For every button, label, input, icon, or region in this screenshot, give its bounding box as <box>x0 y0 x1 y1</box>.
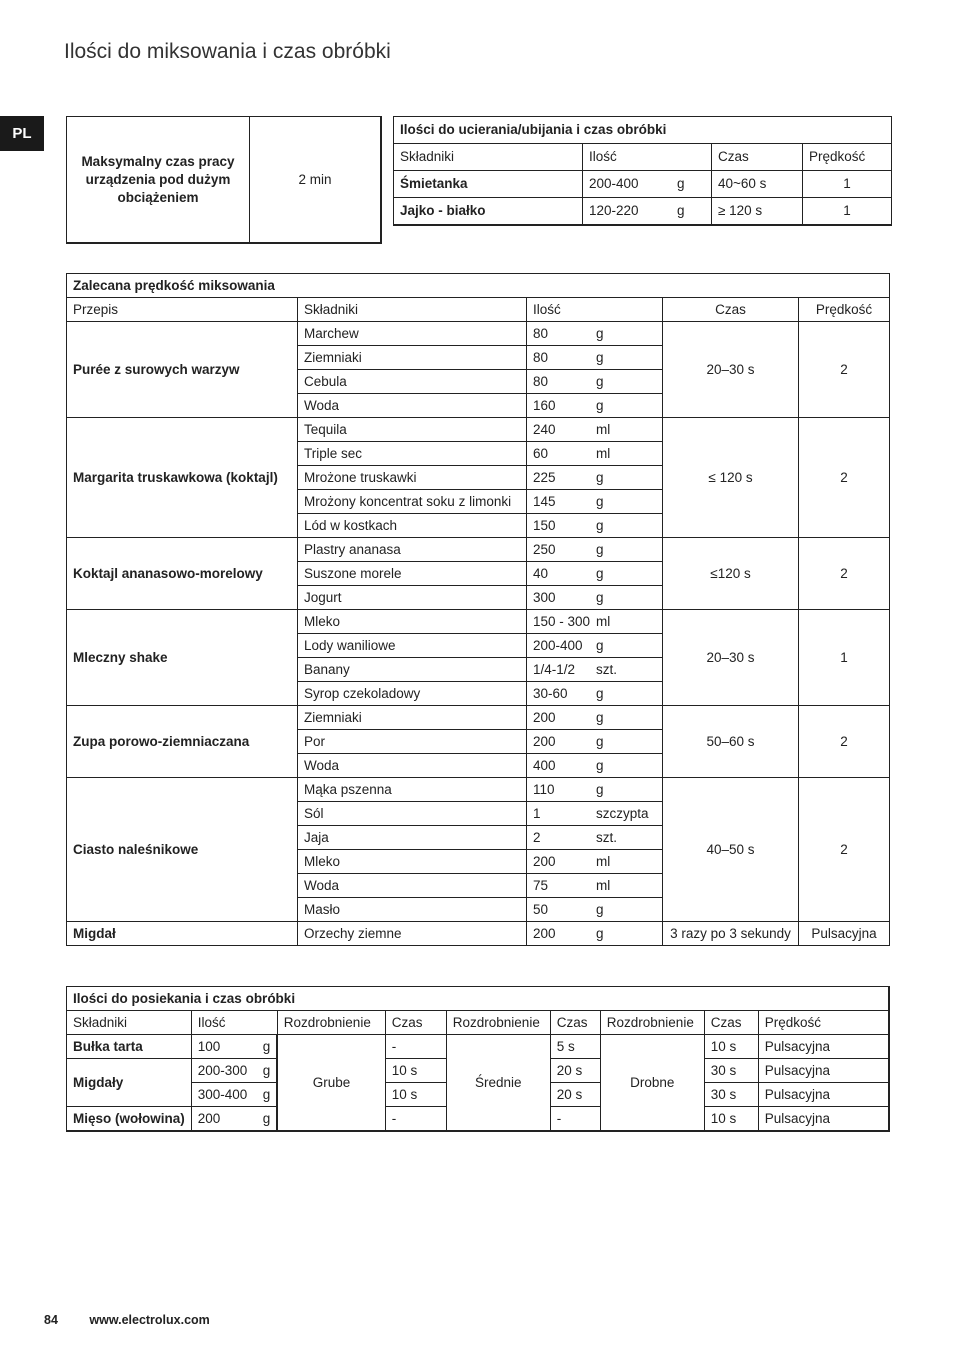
qty-cell <box>527 922 663 946</box>
recipe-name: Purée z surowych warzyw <box>67 322 298 418</box>
header-cell: Prędkość <box>803 144 892 171</box>
qty-cell <box>527 778 663 802</box>
qty-value: 200 <box>533 854 556 869</box>
ingredient-cell: Jajko - białko <box>394 198 583 226</box>
qty-cell <box>527 658 663 682</box>
header-cell: Czas <box>712 144 803 171</box>
recipe-name: Mleczny shake <box>67 610 298 706</box>
ingredient-cell: Lód w kostkach <box>298 514 527 538</box>
speed-cell: 2 <box>799 322 890 418</box>
time-cell: - <box>385 1035 446 1059</box>
qty-value: 250 <box>533 542 556 557</box>
qty-unit: g <box>596 470 604 485</box>
table-row <box>394 171 892 198</box>
qty-value: 1 <box>533 806 541 821</box>
qty-unit: g <box>596 686 604 701</box>
qty-unit: g <box>596 926 604 941</box>
header-cell: Czas <box>663 298 799 322</box>
qty-cell <box>527 322 663 346</box>
header-cell: Przepis <box>67 298 298 322</box>
time-cell: 40~60 s <box>712 171 803 198</box>
qty-value: 40 <box>533 566 549 581</box>
time-cell: 20–30 s <box>663 322 799 418</box>
time-cell: 5 s <box>550 1035 600 1059</box>
time-cell: ≤ 120 s <box>663 418 799 538</box>
ingredient-cell: Mrożony koncentrat soku z limonki <box>298 490 527 514</box>
table-row <box>67 322 890 346</box>
ingredient-cell: Plastry ananasa <box>298 538 527 562</box>
qty-unit: ml <box>596 614 611 629</box>
table-row <box>67 610 890 634</box>
ingredient-cell: Orzechy ziemne <box>298 922 527 946</box>
time-cell: - <box>385 1107 446 1132</box>
qty-unit: g <box>596 518 604 533</box>
qty-value: 1/4-1/2 <box>533 662 576 677</box>
ingredient-cell: Suszone morele <box>298 562 527 586</box>
ingredient-cell: Marchew <box>298 322 527 346</box>
time-cell: 40–50 s <box>663 778 799 922</box>
qty-unit: g <box>596 902 604 917</box>
qty-cell <box>527 826 663 850</box>
time-cell: 20 s <box>550 1059 600 1083</box>
qty-value: 2 <box>533 830 541 845</box>
qty-cell <box>527 682 663 706</box>
ingredient-cell: Woda <box>298 874 527 898</box>
header-cell: Czas <box>704 1011 758 1035</box>
ingredient-cell: Mięso (wołowina) <box>67 1107 192 1132</box>
recipe-name: Migdał <box>67 922 298 946</box>
qty-unit: g <box>596 326 604 341</box>
footer <box>44 1313 210 1327</box>
table-title-row <box>67 274 890 298</box>
qty-cell <box>527 490 663 514</box>
speed-cell: 2 <box>799 418 890 538</box>
page-number: 84 <box>44 1313 58 1327</box>
ingredient-cell: Syrop czekoladowy <box>298 682 527 706</box>
qty-unit: ml <box>596 854 611 869</box>
chop-table <box>66 986 890 1132</box>
mix-table-title: Zalecana prędkość miksowania <box>67 274 890 298</box>
qty-value: 200-400 <box>533 638 583 653</box>
qty-value: 30-60 <box>533 686 568 701</box>
header-cell: Ilość <box>527 298 663 322</box>
ingredient-cell: Ziemniaki <box>298 706 527 730</box>
qty-cell <box>527 610 663 634</box>
qty-cell <box>527 874 663 898</box>
qty-value: 80 <box>533 374 549 389</box>
qty-unit: g <box>596 734 604 749</box>
qty-value: 300 <box>533 590 556 605</box>
qty-cell <box>527 634 663 658</box>
qty-unit: ml <box>596 446 611 461</box>
ingredient-cell: Cebula <box>298 370 527 394</box>
qty-cell <box>527 346 663 370</box>
qty-value: 110 <box>533 782 555 797</box>
qty-cell: 120-220 g <box>583 198 712 226</box>
time-cell: 10 s <box>385 1059 446 1083</box>
qty-cell: 200-300 g <box>191 1059 277 1083</box>
header-cell: Składniki <box>298 298 527 322</box>
ingredient-cell: Mleko <box>298 610 527 634</box>
header-cell: Rozdrobnienie <box>446 1011 550 1035</box>
recipe-name: Margarita truskawkowa (koktajl) <box>67 418 298 538</box>
speed-cell: Pulsacyjna <box>799 922 890 946</box>
speed-cell: 2 <box>799 706 890 778</box>
max-time-label: Maksymalny czas pracy urządzenia pod dużym obciążeniem <box>67 117 250 244</box>
time-cell: 10 s <box>704 1107 758 1132</box>
qty-unit: g <box>596 782 604 797</box>
qty-cell <box>527 802 663 826</box>
website-link[interactable]: www.electrolux.com <box>89 1313 210 1327</box>
whisk-table <box>393 116 892 226</box>
ingredient-cell: Sól <box>298 802 527 826</box>
qty-value: 225 <box>533 470 556 485</box>
header-cell: Czas <box>550 1011 600 1035</box>
qty-unit: g <box>596 638 604 653</box>
qty-unit: g <box>596 494 604 509</box>
qty-value: 60 <box>533 446 549 461</box>
header-cell: Prędkość <box>799 298 890 322</box>
speed-cell: 2 <box>799 778 890 922</box>
header-cell: Ilość <box>191 1011 277 1035</box>
table-row <box>67 418 890 442</box>
qty-unit: szt. <box>596 830 618 845</box>
table-row <box>67 922 890 946</box>
qty-unit: g <box>596 374 604 389</box>
time-cell: 20–30 s <box>663 610 799 706</box>
qty-cell <box>527 754 663 778</box>
qty-value: 80 <box>533 350 549 365</box>
qty-value: 80 <box>533 326 549 341</box>
qty-unit: szczypta <box>596 806 649 821</box>
ingredient-cell: Mleko <box>298 850 527 874</box>
qty-cell <box>527 466 663 490</box>
table-row <box>67 538 890 562</box>
ingredient-cell: Lody waniliowe <box>298 634 527 658</box>
speed-cell: 2 <box>799 538 890 610</box>
header-cell: Składniki <box>394 144 583 171</box>
speed-cell: 1 <box>799 610 890 706</box>
speed-cell: Pulsacyjna <box>758 1035 889 1059</box>
fine-cell: Drobne <box>600 1035 704 1132</box>
time-cell: 20 s <box>550 1083 600 1107</box>
ingredient-cell: Bułka tarta <box>67 1035 192 1059</box>
header-cell: Prędkość <box>758 1011 889 1035</box>
table-row <box>67 706 890 730</box>
qty-cell <box>527 442 663 466</box>
max-time-table <box>66 116 382 244</box>
qty-unit: ml <box>596 422 611 437</box>
qty-value: 50 <box>533 902 549 917</box>
page-title: Ilości do miksowania i czas obróbki <box>64 40 391 63</box>
qty-cell <box>527 898 663 922</box>
header-cell: Składniki <box>67 1011 192 1035</box>
qty-unit: g <box>596 398 604 413</box>
qty-value: 200 <box>533 734 556 749</box>
time-cell: 30 s <box>704 1059 758 1083</box>
time-cell: - <box>550 1107 600 1132</box>
speed-cell: 1 <box>803 198 892 226</box>
ingredient-cell: Por <box>298 730 527 754</box>
coarse-cell: Grube <box>277 1035 385 1132</box>
qty-value: 75 <box>533 878 549 893</box>
ingredient-cell: Jogurt <box>298 586 527 610</box>
ingredient-cell: Banany <box>298 658 527 682</box>
qty-cell <box>527 538 663 562</box>
qty-unit: g <box>596 542 604 557</box>
qty-cell <box>527 562 663 586</box>
mix-table <box>66 273 890 946</box>
time-cell: 50–60 s <box>663 706 799 778</box>
qty-unit: ml <box>596 878 611 893</box>
qty-cell: 200 g <box>191 1107 277 1132</box>
qty-unit: g <box>596 710 604 725</box>
qty-cell <box>527 730 663 754</box>
qty-cell <box>527 850 663 874</box>
qty-value: 200 <box>533 710 556 725</box>
ingredient-cell: Woda <box>298 754 527 778</box>
table-row <box>67 1035 890 1059</box>
table-row <box>67 778 890 802</box>
qty-value: 160 <box>533 398 556 413</box>
qty-cell: 200-400 g <box>583 171 712 198</box>
table-row <box>394 198 892 226</box>
recipe-name: Ciasto naleśnikowe <box>67 778 298 922</box>
time-cell: 10 s <box>704 1035 758 1059</box>
qty-unit: g <box>596 590 604 605</box>
whisk-table-title: Ilości do ucierania/ubijania i czas obróbki <box>394 117 892 144</box>
time-cell: 3 razy po 3 sekundy <box>663 922 799 946</box>
qty-unit: g <box>596 758 604 773</box>
speed-cell: Pulsacyjna <box>758 1083 889 1107</box>
qty-unit: g <box>596 566 604 581</box>
qty-unit: szt. <box>596 662 618 677</box>
speed-cell: Pulsacyjna <box>758 1059 889 1083</box>
ingredient-cell: Jaja <box>298 826 527 850</box>
time-cell: 10 s <box>385 1083 446 1107</box>
qty-cell <box>527 706 663 730</box>
ingredient-cell: Ziemniaki <box>298 346 527 370</box>
time-cell: ≤120 s <box>663 538 799 610</box>
header-row <box>67 298 890 322</box>
qty-value: 240 <box>533 422 556 437</box>
max-time-value: 2 min <box>250 117 382 244</box>
ingredient-cell: Migdały <box>67 1059 192 1107</box>
ingredient-cell: Woda <box>298 394 527 418</box>
qty-unit: g <box>596 350 604 365</box>
qty-value: 200 <box>533 926 556 941</box>
ingredient-cell: Mąka pszenna <box>298 778 527 802</box>
qty-cell: 300-400 g <box>191 1083 277 1107</box>
recipe-name: Zupa porowo-ziemniaczana <box>67 706 298 778</box>
qty-cell <box>527 586 663 610</box>
speed-cell: Pulsacyjna <box>758 1107 889 1132</box>
speed-cell: 1 <box>803 171 892 198</box>
ingredient-cell: Triple sec <box>298 442 527 466</box>
qty-value: 150 <box>533 518 556 533</box>
language-tab: PL <box>0 116 44 151</box>
header-cell: Rozdrobnienie <box>277 1011 385 1035</box>
qty-cell: 100 g <box>191 1035 277 1059</box>
ingredient-cell: Tequila <box>298 418 527 442</box>
time-cell: 30 s <box>704 1083 758 1107</box>
qty-cell <box>527 394 663 418</box>
medium-cell: Średnie <box>446 1035 550 1132</box>
qty-cell <box>527 370 663 394</box>
header-cell: Ilość <box>583 144 712 171</box>
recipe-name: Koktajl ananasowo-morelowy <box>67 538 298 610</box>
header-cell: Czas <box>385 1011 446 1035</box>
chop-table-title: Ilości do posiekania i czas obróbki <box>67 987 890 1011</box>
qty-value: 145 <box>533 494 556 509</box>
ingredient-cell: Mrożone truskawki <box>298 466 527 490</box>
qty-cell <box>527 418 663 442</box>
qty-value: 400 <box>533 758 556 773</box>
ingredient-cell: Śmietanka <box>394 171 583 198</box>
time-cell: ≥ 120 s <box>712 198 803 226</box>
header-cell: Rozdrobnienie <box>600 1011 704 1035</box>
qty-value: 150 - 300 <box>533 614 591 629</box>
qty-cell <box>527 514 663 538</box>
ingredient-cell: Masło <box>298 898 527 922</box>
